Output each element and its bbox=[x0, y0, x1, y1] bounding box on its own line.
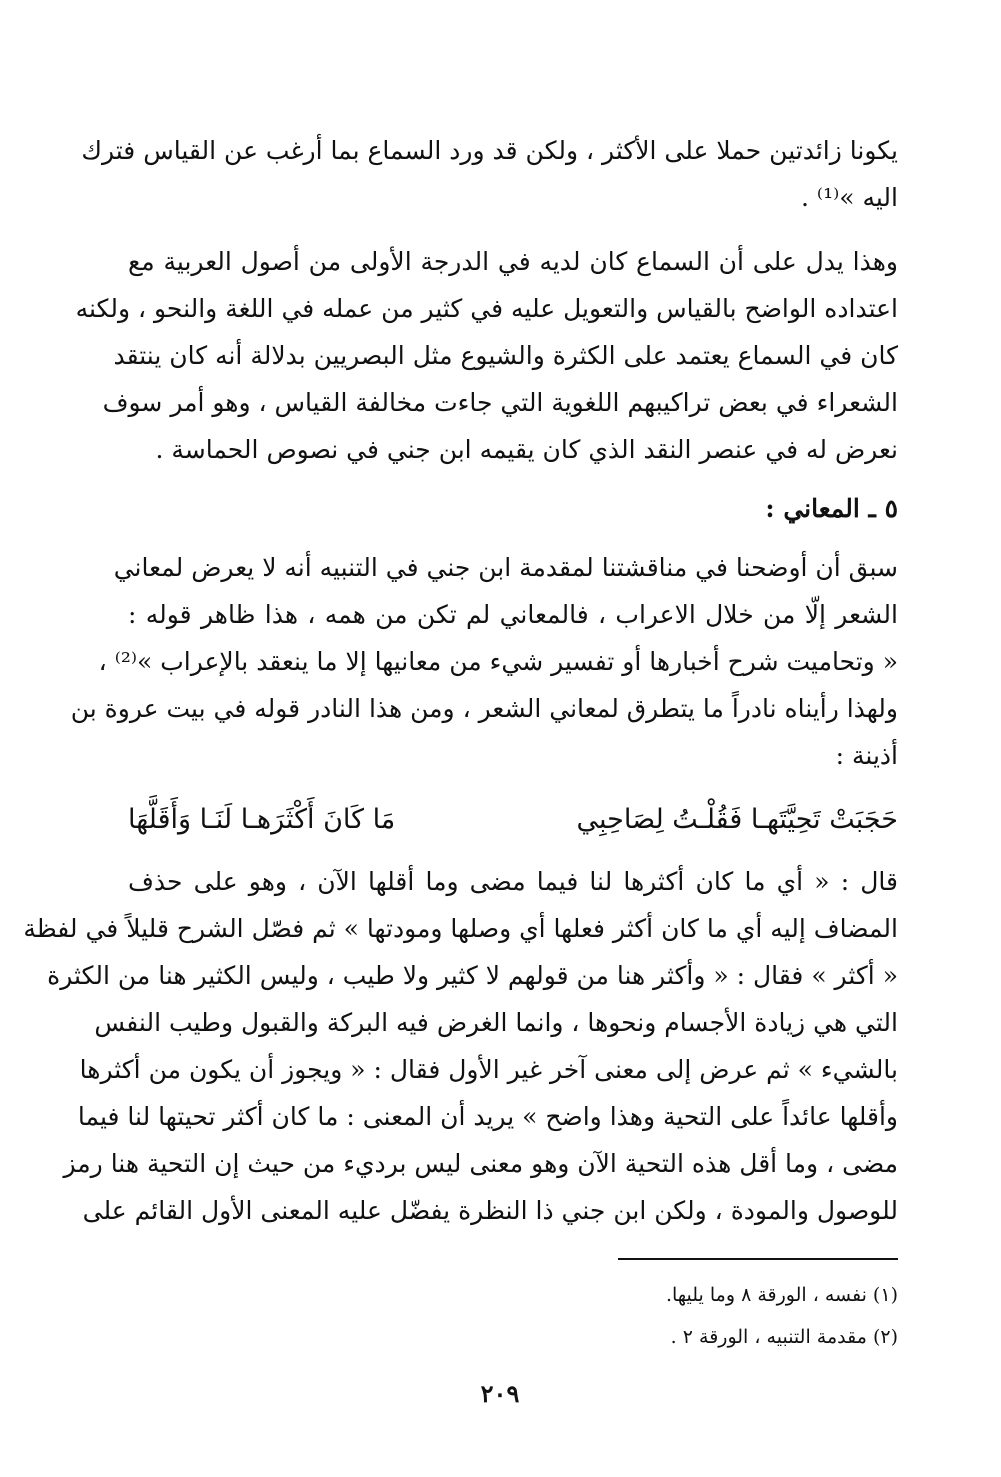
paragraph-sama bbox=[75, 238, 898, 473]
text-line: نعرض له في عنصر النقد الذي كان يقيمه ابن جني في نصوص الحماسة . bbox=[155, 435, 898, 464]
text-line: اليه »⁽¹⁾ . bbox=[801, 183, 898, 212]
text-line: ولهذا رأيناه نادراً ما يتطرق لمعاني الشعر ، ومن هذا النادر قوله في بيت عروة بن bbox=[70, 694, 898, 723]
footnote-2: (٢) مقدمة التنبيه ، الورقة ٢ . bbox=[670, 1326, 898, 1348]
text-line: أذينة : bbox=[835, 741, 898, 770]
text-line: « وتحاميت شرح أخبارها أو تفسير شيء من معانيها إلا ما ينعقد بالإعراب »⁽²⁾ ، bbox=[98, 647, 898, 676]
section-heading-meanings bbox=[128, 485, 898, 532]
text-line: مضى ، وما أقل هذه التحية الآن وهو معنى ليس برديء من حيث إن التحية هنا رمز bbox=[63, 1149, 898, 1178]
paragraph-meanings bbox=[70, 544, 898, 779]
text-line: المضاف إليه أي ما كان أكثر فعلها أي وصلها ومودتها » ثم فصّل الشرح قليلاً في لفظة bbox=[23, 914, 898, 943]
text-line: وهذا يدل على أن السماع كان لديه في الدرجة الأولى من أصول العربية مع bbox=[128, 247, 898, 276]
text-line: قال : « أي ما كان أكثرها لنا فيما مضى وما أقلها الآن ، وهو على حذف bbox=[128, 867, 898, 896]
text-line: سبق أن أوضحنا في مناقشتنا لمقدمة ابن جني في التنبيه أنه لا يعرض لمعاني bbox=[113, 553, 898, 582]
footnote-separator bbox=[618, 1258, 898, 1260]
verse-first-hemistich: حَجَبَتْ تَحِيَّتَهـا فَقُلْـتُ لِصَاحِبِي bbox=[576, 804, 898, 835]
text-line: اعتداده الواضح بالقياس والتعويل عليه في كثير من عمله في اللغة والنحو ، ولكنه bbox=[75, 294, 898, 323]
text-line: يكونا زائدتين حملا على الأكثر ، ولكن قد ورد السماع بما أرغب عن القياس فترك bbox=[81, 136, 898, 165]
text-line: الشعراء في بعض تراكيبهم اللغوية التي جاءت مخالفة القياس ، وهو أمر سوف bbox=[102, 388, 898, 417]
text-line: بالشيء » ثم عرض إلى معنى آخر غير الأول فقال : « ويجوز أن يكون من أكثرها bbox=[79, 1055, 898, 1084]
footnote-1: (١) نفسه ، الورقة ٨ وما يليها. bbox=[665, 1284, 898, 1306]
footnotes bbox=[300, 1274, 898, 1358]
paragraph-continuation bbox=[81, 127, 898, 221]
text-line: كان في السماع يعتمد على الكثرة والشيوع مثل البصريين بدلالة أنه كان ينتقد bbox=[113, 341, 898, 370]
text-line: « أكثر » فقال : « وأكثر هنا من قولهم لا كثير ولا طيب ، وليس الكثير هنا من الكثرة bbox=[47, 961, 898, 990]
verse-second-hemistich: مَا كَانَ أَكْثَرَهـا لَنَـا وَأَقَلَّهَا bbox=[128, 804, 396, 835]
paragraph-commentary bbox=[23, 858, 898, 1234]
poetry-verse bbox=[128, 796, 898, 844]
text-line: للوصول والمودة ، ولكن ابن جني ذا النظرة يفضّل عليه المعنى الأول القائم على bbox=[82, 1196, 898, 1225]
section-heading: ٥ ـ المعاني : bbox=[765, 494, 898, 523]
text-line: وأقلها عائداً على التحية وهذا واضح » يريد أن المعنى : ما كان أكثر تحيتها لنا فيما bbox=[77, 1102, 898, 1131]
text-line: الشعر إلّا من خلال الاعراب ، فالمعاني لم تكن من همه ، هذا ظاهر قوله : bbox=[128, 600, 898, 629]
text-line: التي هي زيادة الأجسام ونحوها ، وانما الغرض فيه البركة والقبول وطيب النفس bbox=[94, 1008, 898, 1037]
page-number: ٢٠٩ bbox=[480, 1379, 520, 1408]
